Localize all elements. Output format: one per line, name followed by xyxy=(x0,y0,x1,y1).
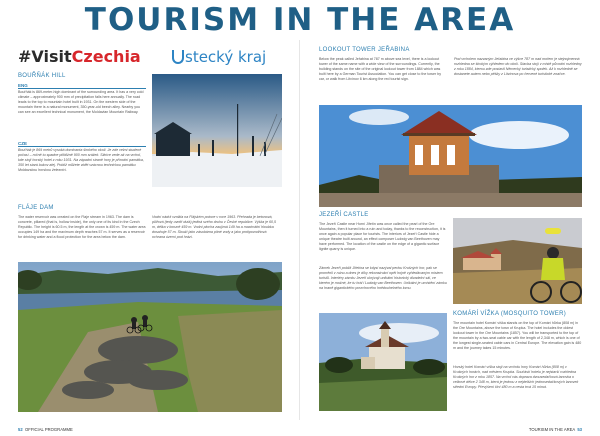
jezeri-heading: JEZEŘÍ CASTLE xyxy=(319,212,369,218)
region-u-icon xyxy=(172,50,184,64)
page-gutter xyxy=(299,40,300,420)
komari-cze-text: Horský hotel Komárí víška stojí na vrcholu hory Komárí hůrka (808 m) v Krušných horách, nad městem Krupka. Součástí hotelu je nejstarší rozhledna Krušných hor z roku 1857. Na vrchol vás doprava dvousedačková lanovka o celkové délce 2 348 m, která je jednou z nejdelších jednosedačkových lanovek střední Evropy. Převýšení činí 480 m a cesta trvá 15 minut. xyxy=(453,365,579,390)
jerabina-eng-text: Below the peak called Jeřabina at 787 m above sea level, there is a lookout tower of the same name with a wide view of the surroundings. Currently, the building stands on the site of the original lookout tower from 1884 which was built here by a German Tourist Association. You can get close to the tower by car, or walk from Litvínov 6 km along the red tourist sign. xyxy=(319,57,441,82)
jezeri-cze-text: Zámek Jezeří poblíž Jiřetína se kdysi nazýval perlou Krušných hor, pak se proměnil v ruinu a dnes je díky rekonstrukci opět hojně vyhledávaným místem turistů. Interiéry zámku Jezeří ukrývají unikátní historický divadelní sál, ve kterém je možné, že tu hrál i Ludwig van Beethoven. Unikátní je umístění zámku na hraně gigantického povrchového hnědouhelného lomu. xyxy=(319,266,447,291)
flaje-cze-text: Vodní nádrž vznikla na Flájském potoce v roce 1963. Přehrada je betonová, pilířová (tedy uvnitř dutá) jediná svého druhu v České republice. Výška je 60,5 m, délka v koruně 459 m. Vodní plocha zaujímá 149 ha a maximální hloubka dosahuje 57 m. Slouží jako zásobárna pitné vody a jako protipovodňová ochrana území pod hrází. xyxy=(152,215,277,240)
bournak-photo xyxy=(152,74,282,187)
eng-label: ENG xyxy=(18,83,146,89)
page-title: TOURISM IN THE AREA xyxy=(84,2,516,38)
cze-label: CZE xyxy=(18,141,146,147)
jezeri-photo xyxy=(453,218,582,304)
flaje-photo xyxy=(18,262,282,412)
visit-czechia-logo: #VisitCzechia xyxy=(18,47,141,66)
komari-photo xyxy=(319,313,447,411)
jezeri-eng-text: The Jezeří Castle near Horní Jiřetín was once called the pearl of the Ore Mountains, then it turned into a ruin and today, thanks to the reconstruction, it is once again a popular place for tourists. The interiors of Jezeří Castle hide a unique theatre built around, an effect composer Ludwig van Beethoven may have performed. The location of the castle on the edge of a gigantic surface lignite quarry is unique. xyxy=(319,222,446,252)
flaje-heading: FLÁJE DAM xyxy=(18,205,54,211)
komari-eng-text: The mountain hotel Komárí víška stands on the top of Komárí hůrka (808 m) in the Ore Mountains, above the town of Krupka. The hotel includes the oldest lookout tower in the Ore Mountains (1857). You will be transported to the top of the mountain by a two-seat cable car with the length of 2,348 m, which is one of the longest single-seated cable cars in Central Europe. The elevation gain is 480 m and the journey takes 15 minutes. xyxy=(453,321,582,351)
bournak-cze-text: Bouřňák je 869 metrů vysoká dominanta širokého okolí. Je zde velmi studené počasí – ročně tu spadne přibližně 900 mm srážek. Silnice vede až na vrchol, kde stojí horský hotel z roku 1931. Na západní straně hory je přírodní památka, 350 let stará bukov alej. Poblíž můžete vidět vzácnou technickou památku Moldavskou horskou železnici. xyxy=(18,148,144,173)
footer-right: TOURISM IN THE AREA 53 xyxy=(528,427,582,432)
bournak-eng-text: Bouřňák is 869-meter-high dominant of the surrounding area. It has a very cold climate – approximately 900 mm of precipitation falls here annually. The road leads to the top to mountain hotel built in 1931. On the western side of the mountain there is a natural monument, 350-year-old beech alley. Nearby you can see an excellent technical monument, the Moldavian Mountain Railway. xyxy=(18,90,144,115)
footer-left: 52 OFFICIAL PROGRAMME xyxy=(18,427,73,432)
bournak-eng-block xyxy=(18,83,146,196)
ustecky-kraj-logo: stecký kraj xyxy=(172,48,266,66)
jerabina-cze-text: Pod vrcholem nazvaným Jeřabina ve výšce 787 m nad mořem je stejnojmenná rozhledna se širokým výhledem do okolí. Stavba stojí v místě původní rozhledny z roku 1884, kterou zde postavil Německý turistický spolek. Až k rozhledně se dostanete autem nebo pěšky z Litvínova po červené turistické značce. xyxy=(454,57,582,77)
jerabina-heading: LOOKOUT TOWER JEŘABINA xyxy=(319,47,410,53)
bournak-heading: BOUŘŇÁK HILL xyxy=(18,73,66,79)
komari-heading: KOMÁRÍ VÍŽKA (MOSQUITO TOWER) xyxy=(453,311,567,317)
jerabina-photo xyxy=(319,105,582,207)
flaje-eng-text: The water reservoir was created on the Flaje stream in 1963. The dam is concrete, pillared (that is, hollow inside), the only one of its kind in the Czech Republic. The height is 60.5 m, the length at the crown is 459 m. The water area occupies 149 ha and the maximum depth reaches 57 m. It serves as a reservoir for drinking water and a flood protection for the area below the dam. xyxy=(18,215,146,240)
